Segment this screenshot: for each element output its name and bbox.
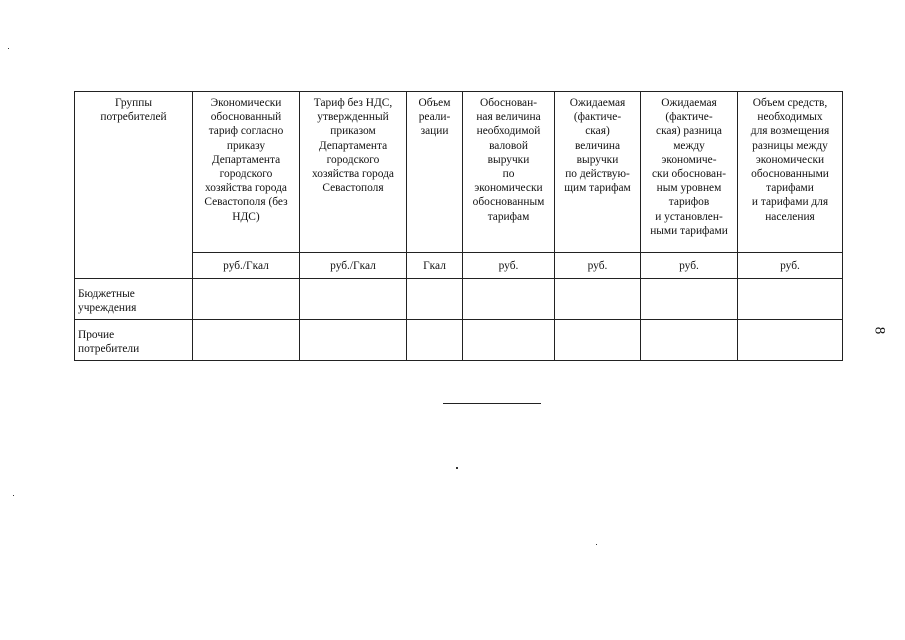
consumer-tariff-table (74, 91, 843, 361)
row-label: Прочие потребители (75, 320, 193, 361)
header-required-revenue: Обоснован- ная величина необходимой валовой выручки по экономически обоснованным тарифам (463, 92, 555, 253)
table-cell (193, 320, 300, 361)
header-compensation-volume: Объем средств, необходимых для возмещения разницы между экономически обоснованными тарифами и тарифами для населения (738, 92, 843, 253)
table-cell (300, 279, 407, 320)
table-cell (193, 279, 300, 320)
header-consumer-groups: Группы потребителей (75, 92, 193, 279)
table-cell (463, 279, 555, 320)
header-economic-tariff: Экономически обоснованный тариф согласно приказу Департамента городского хозяйства города Севастополя (без НДС) (193, 92, 300, 253)
header-expected-difference: Ожидаемая (фактиче- ская) разница между экономиче- ски обоснован- ным уровнем тарифов и установлен- ными тарифами (641, 92, 738, 253)
unit-cell: руб. (463, 253, 555, 279)
scan-speck (8, 48, 9, 49)
header-sales-volume: Объем реали- зации (407, 92, 463, 253)
table-row-budget-institutions (75, 279, 843, 320)
table-cell (407, 320, 463, 361)
header-expected-revenue: Ожидаемая (фактиче- ская) величина выручки по действую- щим тарифам (555, 92, 641, 253)
scan-speck (456, 467, 458, 469)
scan-speck (13, 495, 14, 496)
scan-speck (596, 544, 597, 545)
table-cell (738, 320, 843, 361)
table-cell (738, 279, 843, 320)
table-cell (463, 320, 555, 361)
table-row-other-consumers (75, 320, 843, 361)
unit-cell: руб. (641, 253, 738, 279)
unit-cell: руб. (555, 253, 641, 279)
row-label: Бюджетные учреждения (75, 279, 193, 320)
table-cell (641, 279, 738, 320)
header-approved-tariff: Тариф без НДС, утвержденный приказом Департамента городского хозяйства города Севастополя (300, 92, 407, 253)
unit-cell: руб. (738, 253, 843, 279)
table-cell (300, 320, 407, 361)
table-cell (555, 279, 641, 320)
table-cell (641, 320, 738, 361)
unit-cell: Гкал (407, 253, 463, 279)
table-cell (407, 279, 463, 320)
table-cell (555, 320, 641, 361)
closing-rule (443, 403, 541, 404)
table-header-row (75, 92, 843, 253)
unit-cell: руб./Гкал (193, 253, 300, 279)
unit-cell: руб./Гкал (300, 253, 407, 279)
page-number: 8 (871, 326, 888, 335)
